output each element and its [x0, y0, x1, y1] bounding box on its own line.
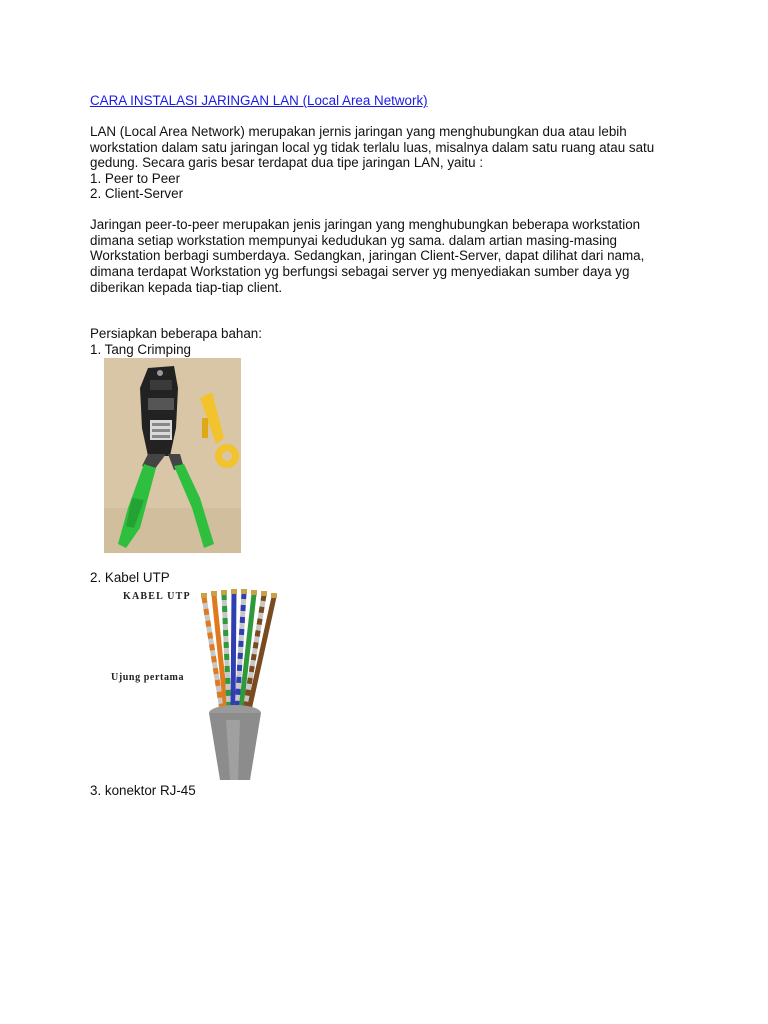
materials-heading: Persiapkan beberapa bahan:	[90, 326, 262, 341]
list-item-peer-to-peer: 1. Peer to Peer	[90, 171, 181, 186]
material-item-rj45-connector: 3. konektor RJ-45	[90, 783, 196, 798]
paragraph-line: dimana setiap workstation mempunyai kedudukan yg sama. dalam artian masing-masing	[90, 233, 617, 248]
list-item-client-server: 2. Client-Server	[90, 186, 184, 201]
utp-label-top: KABEL UTP	[123, 591, 191, 602]
utp-cable-photo	[108, 585, 290, 780]
material-item-utp-cable: 2. Kabel UTP	[90, 570, 170, 585]
intro-line: gedung. Secara garis besar terdapat dua tipe jaringan LAN, yaitu :	[90, 155, 484, 170]
intro-line: workstation dalam satu jaringan local yg tidak terlalu luas, misalnya dalam satu ruang atau satu	[90, 140, 655, 155]
material-item-crimping-tool: 1. Tang Crimping	[90, 342, 191, 357]
paragraph-line: diberikan kepada tiap-tiap client.	[90, 280, 283, 295]
crimping-tool-photo	[104, 358, 241, 553]
utp-label-side: Ujung pertama	[111, 672, 185, 683]
paragraph-line: dimana terdapat Workstation yg berfungsi sebagai server yg menyediakan sumber daya yg	[90, 264, 630, 279]
document-title-link[interactable]: CARA INSTALASI JARINGAN LAN (Local Area Network)	[90, 93, 428, 108]
intro-line: LAN (Local Area Network) merupakan jernis jaringan yang menghubungkan dua atau lebih	[90, 124, 627, 139]
paragraph-line: Workstation berbagi sumberdaya. Sedangkan, jaringan Client-Server, dapat dilihat dari nama,	[90, 248, 645, 263]
paragraph-line: Jaringan peer-to-peer merupakan jenis jaringan yang menghubungkan beberapa workstation	[90, 217, 641, 232]
